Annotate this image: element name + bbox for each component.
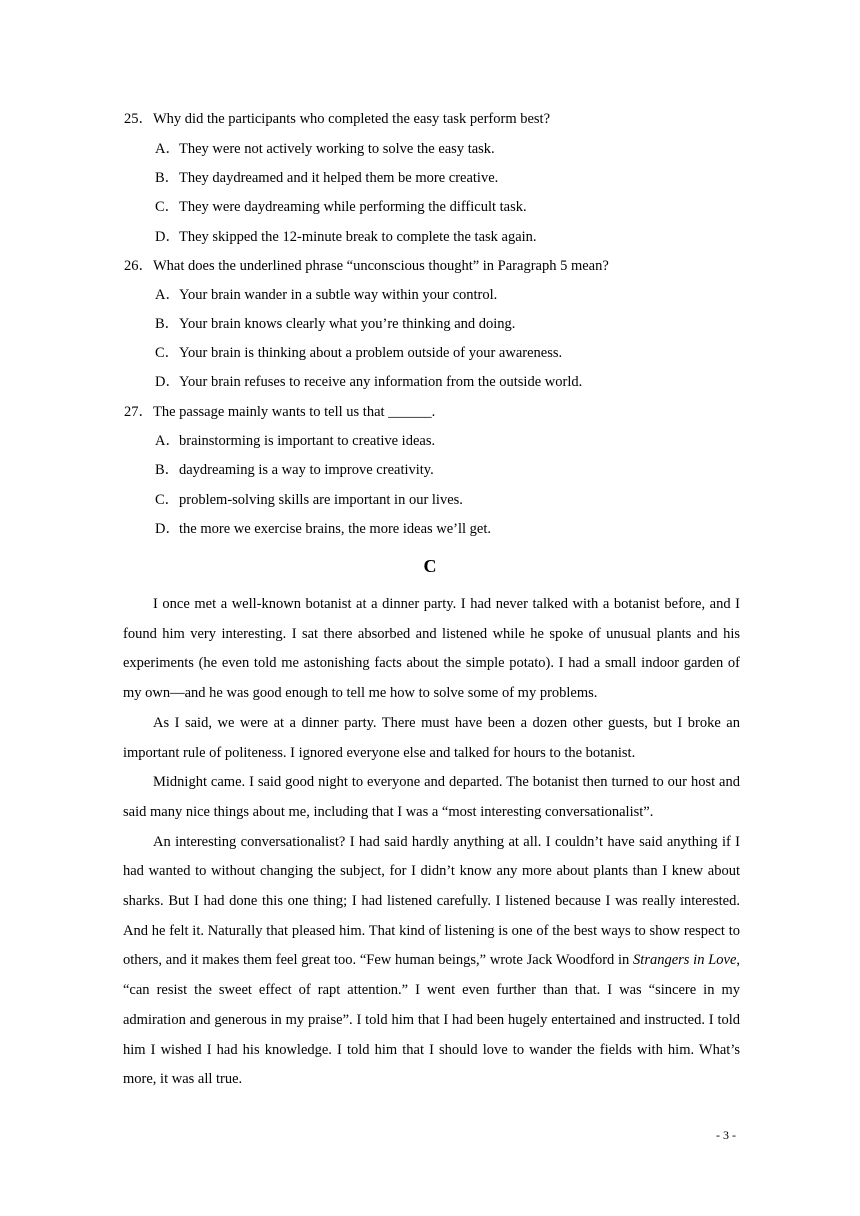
- option-25-d: [155, 228, 537, 246]
- page-number: - 3 -: [716, 1128, 736, 1142]
- passage-c: [123, 590, 740, 1095]
- question-stem: The passage mainly wants to tell us that ______.: [153, 404, 436, 420]
- book-title: Strangers in Love: [633, 952, 737, 969]
- question-26: [124, 257, 609, 275]
- option-letter: A．: [155, 287, 180, 303]
- question-number: 27．: [124, 404, 153, 420]
- option-letter: B．: [155, 462, 180, 478]
- option-text: Your brain is thinking about a problem outside of your awareness.: [179, 345, 563, 361]
- paragraph-2: As I said, we were at a dinner party. There must have been a dozen other guests, but I broke an important rule of politeness. I ignored everyone else and talked for hours to the botanist.: [123, 714, 740, 761]
- option-text: the more we exercise brains, the more ideas we’ll get.: [179, 521, 492, 537]
- paragraph-3: Midnight came. I said good night to everyone and departed. The botanist then turned to our host and said many nice things about me, including that I was a “most interesting conversationalist”.: [123, 774, 740, 820]
- option-letter: C．: [155, 345, 180, 361]
- paragraph-1: I once met a well-known botanist at a dinner party. I had never talked with a botanist before, and I found him very interesting. I sat there absorbed and listened while he spoke of unusual plants and his experiments (he even told me astonishing facts about the simple potato). I had a small indoor garden of my own—and he was good enough to tell me how to solve some of my problems.: [123, 596, 740, 702]
- option-letter: C．: [155, 492, 180, 508]
- question-27: [124, 403, 435, 421]
- option-text: daydreaming is a way to improve creativity.: [179, 462, 434, 478]
- option-letter: A．: [155, 433, 180, 449]
- option-26-c: [155, 344, 562, 362]
- option-letter: B．: [155, 316, 180, 332]
- option-25-b: [155, 169, 498, 187]
- option-27-a: [155, 432, 435, 450]
- option-text: Your brain refuses to receive any information from the outside world.: [179, 374, 583, 390]
- option-27-c: [155, 491, 463, 509]
- option-26-a: [155, 286, 497, 304]
- question-stem: What does the underlined phrase “unconscious thought” in Paragraph 5 mean?: [153, 258, 609, 274]
- option-letter: D．: [155, 374, 180, 390]
- option-text: problem-solving skills are important in our lives.: [179, 492, 463, 508]
- option-27-b: [155, 461, 434, 479]
- option-26-b: [155, 315, 515, 333]
- option-text: They skipped the 12-minute break to complete the task again.: [179, 229, 537, 245]
- option-letter: C．: [155, 199, 180, 215]
- question-stem: Why did the participants who completed the easy task perform best?: [153, 111, 551, 127]
- option-text: Your brain wander in a subtle way within your control.: [179, 287, 498, 303]
- option-27-d: [155, 520, 491, 538]
- option-letter: A．: [155, 141, 180, 157]
- option-text: They were not actively working to solve the easy task.: [179, 141, 495, 157]
- paragraph-4: [123, 828, 740, 1095]
- option-text: They were daydreaming while performing the difficult task.: [179, 199, 527, 215]
- question-number: 25．: [124, 111, 153, 127]
- paragraph-4-text-before-title: An interesting conversationalist? I had said hardly anything at all. I couldn’t have said anything if I had wanted to without changing the subject, for I didn’t know any more about plants than I knew about sharks. But I had done this one thing; I had listened carefully. I listened because I was really interested. And he felt it. Naturally that pleased him. That kind of listening is one of the best ways to show respect to others, and it makes them feel great too. “Few human beings,” wrote Jack Woodford in: [123, 833, 740, 969]
- section-heading: C: [423, 556, 437, 576]
- option-letter: D．: [155, 521, 180, 537]
- option-letter: D．: [155, 229, 180, 245]
- option-25-a: [155, 140, 495, 158]
- option-text: brainstorming is important to creative ideas.: [179, 433, 436, 449]
- question-number: 26．: [124, 258, 153, 274]
- option-text: They daydreamed and it helped them be more creative.: [179, 170, 499, 186]
- question-25: [124, 110, 550, 128]
- option-25-c: [155, 198, 527, 216]
- option-text: Your brain knows clearly what you’re thinking and doing.: [179, 316, 516, 332]
- paragraph-4-text-after-title: , “can resist the sweet effect of rapt attention.” I went even further than that. I was “sincere in my admiration and generous in my praise”. I told him that I had been hugely entertained and instructed. I told him I wished I had his knowledge. I told him that I should love to wander the fields with him. What’s more, it was all true.: [123, 952, 741, 1088]
- option-letter: B．: [155, 170, 180, 186]
- option-26-d: [155, 373, 582, 391]
